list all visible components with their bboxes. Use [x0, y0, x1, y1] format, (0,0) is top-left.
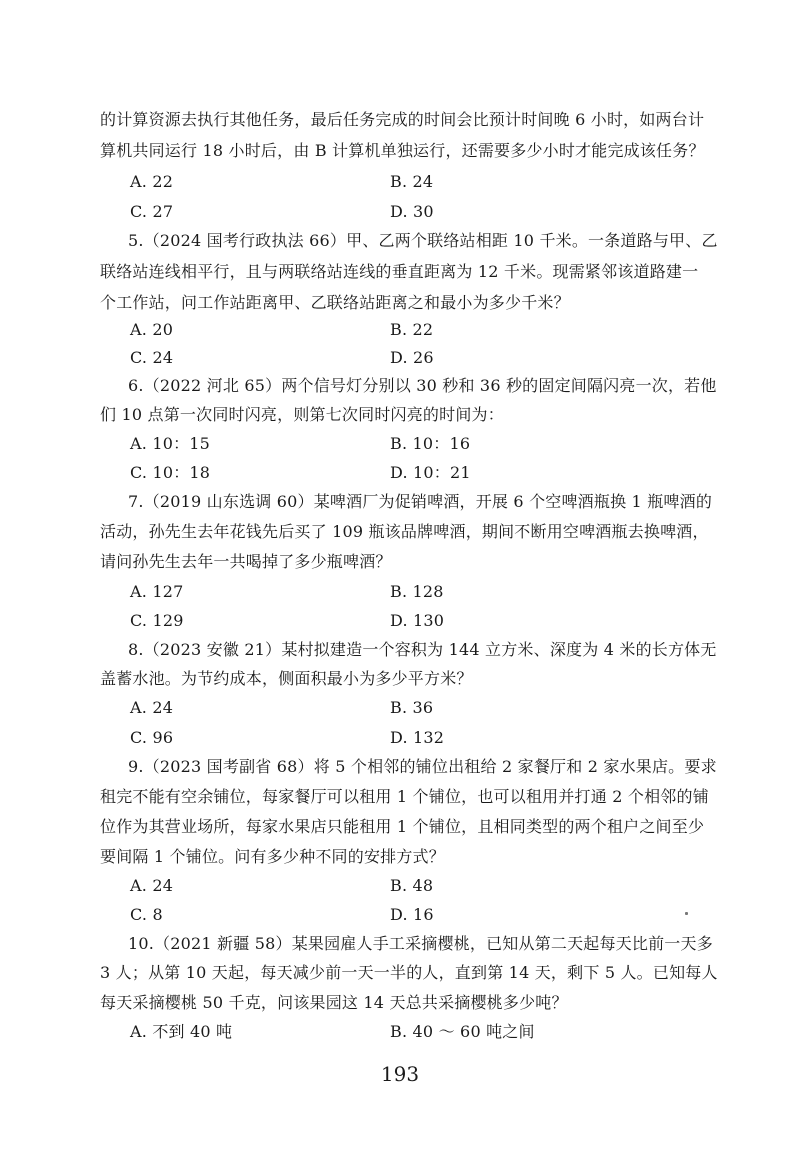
q5-option-b: B. 22: [390, 320, 434, 339]
q7-line-3: 请问孙先生去年一共喝掉了多少瓶啤酒？: [100, 552, 392, 571]
q4-option-d: D. 30: [390, 202, 434, 221]
q10-option-b: B. 40 ～ 60 吨之间: [390, 1022, 535, 1041]
q5-option-d: D. 26: [390, 348, 434, 367]
q9-option-d: D. 16: [390, 905, 434, 924]
q5-line-1: 5.（2024 国考行政执法 66）甲、乙两个联络站相距 10 千米。一条道路与甲、乙: [128, 231, 718, 250]
q7-line-1: 7.（2019 山东选调 60）某啤酒厂为促销啤酒，开展 6 个空啤酒瓶换 1 瓶啤酒的: [128, 492, 713, 511]
q6-option-a: A. 10：15: [130, 434, 211, 453]
q7-option-c: C. 129: [130, 611, 184, 630]
q8-option-a: A. 24: [130, 698, 174, 717]
q10-line-3: 每天采摘樱桃 50 千克，问该果园这 14 天总共采摘樱桃多少吨？: [100, 993, 568, 1012]
q7-option-a: A. 127: [130, 582, 184, 601]
q9-line-1: 9.（2023 国考副省 68）将 5 个相邻的铺位出租给 2 家餐厅和 2 家水果店。要求: [128, 757, 717, 776]
q9-line-3: 位作为其营业场所，每家水果店只能租用 1 个铺位，且相同类型的两个租户之间至少: [100, 817, 705, 836]
q6-option-b: B. 10：16: [390, 434, 471, 453]
q5-line-3: 个工作站，问工作站距离甲、乙联络站距离之和最小为多少千米？: [100, 293, 570, 312]
q10-line-2: 3 人；从第 10 天起，每天减少前一天一半的人，直到第 14 天，剩下 5 人。已知每人: [100, 963, 718, 982]
q10-option-a: A. 不到 40 吨: [130, 1022, 233, 1041]
q4-line-2: 算机共同运行 18 小时后，由 B 计算机单独运行，还需要多少小时才能完成该任务？: [100, 141, 705, 160]
q8-option-b: B. 36: [390, 698, 434, 717]
q7-option-b: B. 128: [390, 582, 444, 601]
q6-line-2: 们 10 点第一次同时闪亮，则第七次同时闪亮的时间为：: [100, 405, 504, 424]
q9-option-a: A. 24: [130, 876, 174, 895]
q8-line-2: 盖蓄水池。为节约成本，侧面积最小为多少平方米？: [100, 669, 473, 688]
q4-option-c: C. 27: [130, 202, 174, 221]
q8-line-1: 8.（2023 安徽 21）某村拟建造一个容积为 144 立方米、深度为 4 米的长方体无: [128, 640, 717, 659]
q6-option-d: D. 10：21: [390, 463, 471, 482]
q5-option-c: C. 24: [130, 348, 174, 367]
q7-option-d: D. 130: [390, 611, 445, 630]
q8-option-d: D. 132: [390, 728, 445, 747]
q7-line-2: 活动，孙先生去年花钱先后买了 109 瓶该品牌啤酒，期间不断用空啤酒瓶去换啤酒，: [100, 522, 709, 541]
q4-line-1: 的计算资源去执行其他任务，最后任务完成的时间会比预计时间晚 6 小时，如两台计: [100, 110, 705, 129]
q9-line-4: 要间隔 1 个铺位。问有多少种不同的安排方式？: [100, 847, 445, 866]
q5-option-a: A. 20: [130, 320, 174, 339]
q4-option-b: B. 24: [390, 172, 434, 191]
q5-line-2: 联络站连线相平行，且与两联络站连线的垂直距离为 12 千米。现需紧邻该道路建一: [100, 262, 699, 281]
q4-option-a: A. 22: [130, 172, 174, 191]
scan-speck: [685, 912, 688, 915]
q9-option-b: B. 48: [390, 876, 434, 895]
q9-option-c: C. 8: [130, 905, 163, 924]
q10-line-1: 10.（2021 新疆 58）某果园雇人手工采摘樱桃，已知从第二天起每天比前一天多: [128, 934, 713, 953]
page-number: 193: [380, 1062, 420, 1086]
q9-line-2: 租完不能有空余铺位，每家餐厅可以租用 1 个铺位，也可以租用并打通 2 个相邻的铺: [100, 787, 709, 806]
q8-option-c: C. 96: [130, 728, 174, 747]
q6-line-1: 6.（2022 河北 65）两个信号灯分别以 30 秒和 36 秒的固定间隔闪亮一次，若他: [128, 376, 717, 395]
q6-option-c: C. 10：18: [130, 463, 211, 482]
